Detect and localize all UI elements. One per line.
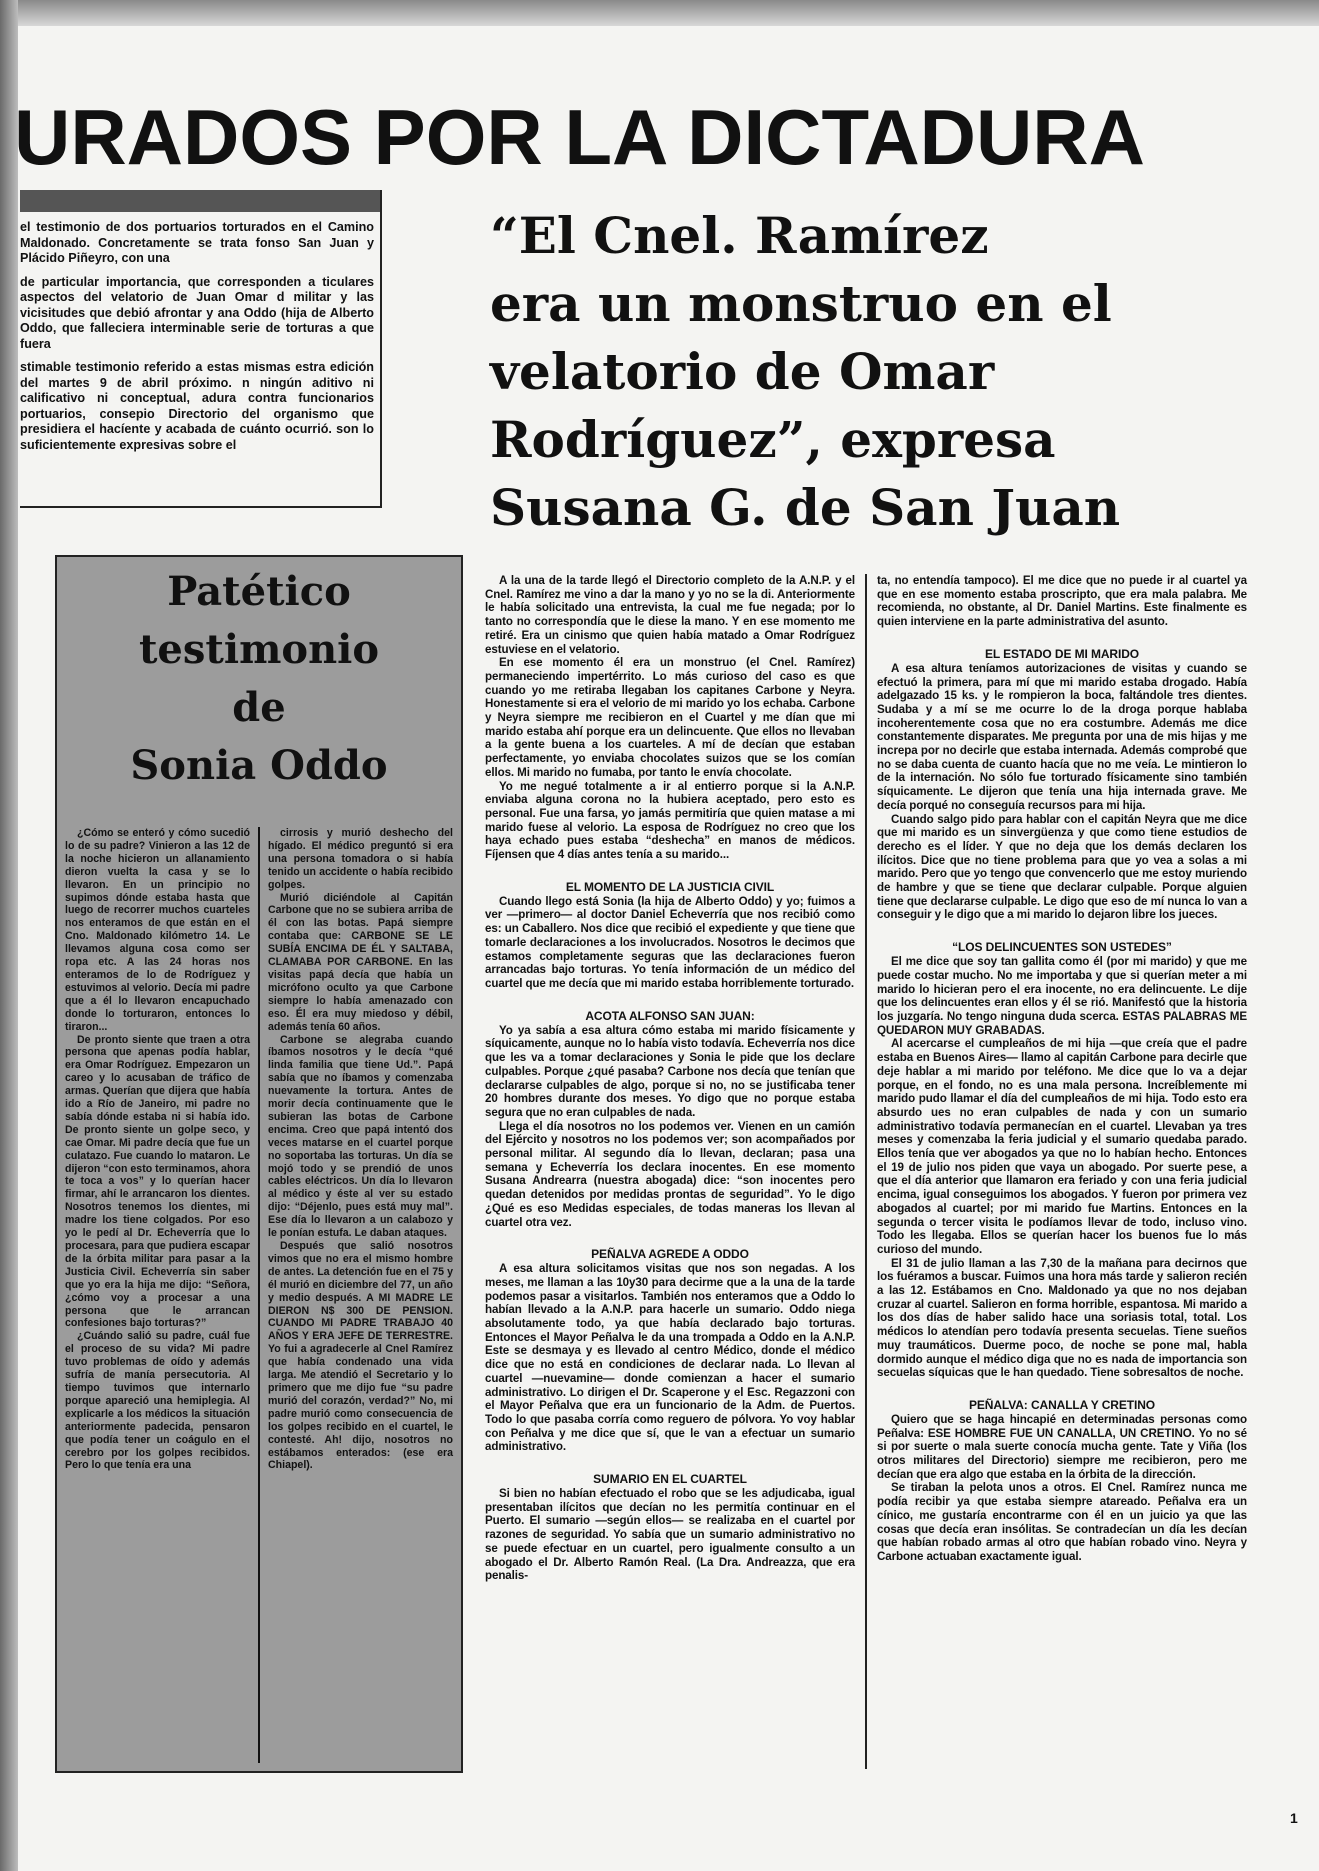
article-paragraph: Se tiraban la pelota unos a otros. El Cnel. Ramírez nunca me podía recibir ya que estaba siempre atareado. Peñalva era un cínico, me gustaría encontrarme con él en un juicio ya que las cosas que decía eran insólitas. Se contradecían un día les decían que habían robado armas al otro que habían robado vino. Neyra y Carbone actuaban exactamente igual. bbox=[877, 1481, 1247, 1563]
sidebar-title-line: Patético bbox=[167, 568, 351, 615]
headline-line: Susana G. de San Juan bbox=[490, 478, 1121, 537]
main-headline bbox=[490, 202, 1250, 542]
section-subheading: ACOTA ALFONSO SAN JUAN: bbox=[585, 1008, 755, 1023]
sidebar-column-1 bbox=[65, 827, 250, 1763]
section-subheading: PEÑALVA: CANALLA Y CRETINO bbox=[968, 1397, 1156, 1412]
scan-left-edge bbox=[0, 0, 18, 1871]
intro-header-bar bbox=[20, 190, 380, 212]
intro-paragraph: el testimonio de dos portuarios torturados en el Camino Maldonado. Concretamente se trata fonso San Juan y Plácido Piñeyro, con una bbox=[20, 220, 374, 265]
section-subheading: SUMARIO EN EL CUARTEL bbox=[593, 1472, 747, 1487]
section-subheading: EL ESTADO DE MI MARIDO bbox=[984, 646, 1140, 661]
article-paragraph: El 31 de julio llaman a las 7,30 de la mañana para decirnos que los fuéramos a buscar. Fuimos una hora más tarde y salieron recién a las 12. Estábamos en Cno. Maldonado ya que no nos dejaban cruzar al cuartel. Salieron en forma horrible, espantosa. Mi marido a los dos días de haber salido hace una soriasis total, total. Los médicos lo atendían pero todavía presenta secuelas. Tiene sueños muy traumáticos. Duerme poco, de noche se pone mal, habla dormido aunque el médico diga que no es nada de importancia son secuelas síquicas que le han quedado. Tiene sobresaltos de noche. bbox=[877, 1256, 1247, 1380]
article-paragraph: Si bien no habían efectuado el robo que se les adjudicaba, igual presentaban ilícitos que decían no les permitía continuar en el Puerto. El sumario —según ellos— se realizaba en el cuartel por razones de seguridad. Yo sabía que un sumario administrativo no se puede efectuar en un cuartel, pero igualmente consulto a un abogado el Dr. Alberto Ramón Real. (La Dra. Andreazza, que era penalis- bbox=[485, 1487, 855, 1583]
scan-top-edge bbox=[0, 0, 1319, 26]
sidebar-title-line: Sonia Oddo bbox=[130, 742, 388, 789]
article-paragraph: En ese momento él era un monstruo (el Cnel. Ramírez) permaneciendo impertérrito. Lo más curioso del caso es que cuando yo me retiraba llegaban los capitanes Carbone y Neyra. Honestamente si era el velorio de mi marido yo los echaba. Carbone y Neyra siempre me recibieron en el Cuartel y me dían que mi marido estaba ahí porque era un delincuente. Que ellos no llevaban a la gente buena a los cuarteles. A mí de decían que estaban perfectamente, yo enviaba chocolates suizos que se los comían ellos. Mi marido no fumaba, por tanto le envía chocolate. bbox=[485, 656, 855, 779]
column-divider bbox=[258, 827, 260, 1763]
article-paragraph: Al acercarse el cumpleaños de mi hija —que creía que el padre estaba en Buenos Aires— llamo al capitán Carbone para decirle que deje hablar a mi marido por teléfono. Me dice que lo va a dejar porque, en el fondo, no es una mala persona. Increíblemente mi marido pudo llamar el día del cumpleaños de mi hija. Todo esto era absurdo ues no eran culpables de nada y con un sumario administrativo todavía permanecían en el cuartel. Llevaban ya tres meses y comenzaba la feria judicial y el sumario quedaba parado. Ellos tenía que ver abogados ya que no lo habían hecho. Entonces el 19 de julio nos piden que vaya un abogado. Por suerte pese, a que el día anterior que llamaron era feriado y con una feria judicial encima, igual conseguimos los abogados. Y fueron por primera vez abogados al cuartel; por mi marido fue Martins. Entonces en la segunda o tercer visita le podíamos llevar de todo, incluso vino. Todo les llegaba. Ellos se querían hacer los buenos fue lo más curioso del mundo. bbox=[877, 1037, 1247, 1256]
intro-paragraph: stimable testimonio referido a estas mismas estra edición del martes 9 de abril próximo. n ningún aditivo ni calificativo ni conceptual, adura contra funcionarios portuarios, consepio Directorio del organismo que presidiera el hacíente y acabada de cuánto ocurrió. son lo suficientemente expresivas sobre el bbox=[20, 360, 374, 452]
section-banner-headline: URADOS POR LA DICTADURA bbox=[14, 93, 1145, 181]
intro-box bbox=[20, 190, 382, 508]
article-paragraph: A esa altura solicitamos visitas que nos son negadas. A los meses, me llaman a las 10y30 para decirme que a la una de la tarde podemos pasar a visitarlos. También nos enteramos que a Oddo lo habían llevado a la A.N.P. para hacerle un sumario. Oddo niega absolutamente todo, ya que había declarado bajo torturas. Entonces el Mayor Peñalva le da una trompada a Oddo en la A.N.P. Este se desmaya y es llevado al centro Médico, donde el médico dice que no está en condiciones de declarar nada. Lo llevan al cuartel —nuevamine— donde comienzan a hacer el sumario administrativo. Lo dirigen el Dr. Scaperone y el Esc. Regazzoni con el Mayor Peñalva que era un funcionario de la Adm. de Puertos. Todo lo que pasaba corría como reguero de pólvora. Yo voy hablar con Peñalva y me dice que sí, que le van a efectuar un sumario administrativo. bbox=[485, 1262, 855, 1454]
article-paragraph: Yo ya sabía a esa altura cómo estaba mi marido físicamente y síquicamente, aunque no lo había visto todavía. Echeverría nos dice que les va a tomar declaraciones y Sonia le pide que los declare culpables. Porque ¿qué pasaba? Carbone nos decía que tenían que declararse culpables de algo, porque si no, no se justificaba tener 20 hombres durante dos meses. Yo digo que no porque estaba segura que no eran culpables de nada. bbox=[485, 1023, 855, 1119]
headline-line: velatorio de Omar bbox=[490, 342, 995, 401]
sidebar-title-line: testimonio bbox=[138, 626, 380, 673]
intro-paragraph: de particular importancia, que corresponden a ticulares aspectos del velatorio de Juan Omar d militar y las vicisitudes que debió afrontar y ana Oddo (hija de Alberto Oddo, que falleciera interminable serie de torturas a que fuera bbox=[20, 274, 374, 351]
section-subheading: EL MOMENTO DE LA JUSTICIA CIVIL bbox=[565, 879, 775, 894]
column-rule bbox=[865, 574, 867, 1769]
page-mark: 1 bbox=[1290, 1810, 1298, 1826]
article-paragraph: Cuando salgo pido para hablar con el capitán Neyra que me dice que mi marido es un sinvergüenza y que como tiene estudios de derecho es el líder. Y que no deja que los demás declaren los ilícitos. Dice que no tiene problema para que yo vea a solas a mi marido. Pero que yo tengo que convencerlo que me estoy muriendo de hambre y que se tiene que declarar culpable. Porque alguien tiene que declararse culpable. Le digo que eso de mí nunca lo van a conseguir y le digo que a mi marido lo dejaron libre los jueces. bbox=[877, 812, 1247, 922]
sidebar-column-2 bbox=[268, 827, 453, 1763]
sidebar-title-line: de bbox=[232, 684, 286, 731]
article-paragraph: Quiero que se haga hincapié en determinadas personas como Peñalva: ESE HOMBRE FUE UN CANALLA, UN CRETINO. Yo no sé si por suerte o mala suerte conocía mucha gente. Tate y Viña (los otros militares del Directorio) siempre me recibieron, pero me decían que era algo que estaba en la órbita de la dirección. bbox=[877, 1412, 1247, 1481]
article-paragraph: Carbone se alegraba cuando íbamos nosotros y le decía “qué linda familia que tiene Ud.”. Papá sabía que no íbamos y comenzaba nuevamente la tortura. Antes de morir decía continuamente que le subieran las botas de Carbone encima. Creo que papá intentó dos veces matarse en el cuartel porque no soportaba las torturas. Un día se mojó todo y se prendió de unos cables eléctricos. Un día lo llevaron al médico y éste al ver su estado dijo: “Déjenlo, pues está muy mal”. Ese día lo llevaron a un calabozo y le ponían estufa. Le daban ataques. bbox=[268, 1033, 453, 1240]
section-subheading: PEÑALVA AGREDE A ODDO bbox=[591, 1247, 749, 1262]
article-paragraph: ¿Cómo se enteró y cómo sucedió lo de su padre? Vinieron a las 12 de la noche hicieron un allanamiento dieron vuelta la casa y se lo llevaron. En un principio no supimos dónde estaba hasta que luego de recorrer muchos cuarteles nos enteramos de que están en el Cno. Maldonado kilómetro 14. Le llevamos alguna cosa como ser ropa etc. A las 24 horas nos enteramos de lo de Rodríguez y estuvimos al velorio. Decía mi padre que a él lo llevaron encapuchado donde lo torturaron, entonces lo tiraron... bbox=[65, 827, 250, 1033]
headline-line: Rodríguez”, expresa bbox=[490, 410, 1056, 469]
article-paragraph: Llega el día nosotros no los podemos ver. Vienen en un camión del Ejército y nosotros no los podemos ver; son acompañados por personal militar. Al segundo día lo llevan, declaran; pasa una semana y Echeverría los declara inocentes. En ese momento Susana Andrearra (nuestra abogada) dice: “son inocentes pero quedan detenidos por medidas prontas de seguridad”. Yo le digo ¿Qué es eso Medidas especiales, de todas maneras los llevan al cuartel otra vez. bbox=[485, 1119, 855, 1229]
article-paragraph: ta, no entendía tampoco). El me dice que no puede ir al cuartel ya que en ese momento estaba proscripto, que era mala palabra. Me recomienda, no obstante, al Dr. Daniel Martins. Este finalmente es quien interviene en la parte administrativa del asunto. bbox=[877, 574, 1247, 629]
article-paragraph: El me dice que soy tan gallita como él (por mi marido) y que me puede costar mucho. No me importaba y que si querían meter a mi marido lo hicieran pero el era inocente, no era delincuente. Le dije que los delincuentes eran ellos y él se rió. Manifestó que la historia los juzgaría. No tengo ninguna duda scerca. ESTAS PALABRAS ME QUEDARON MUY GRABADAS. bbox=[877, 955, 1247, 1037]
article-paragraph: cirrosis y murió deshecho del hígado. El médico preguntó si era una persona tomadora o si había tenido un accidente o había recibido golpes. bbox=[268, 827, 453, 891]
article-column-middle bbox=[485, 574, 855, 1583]
sidebar-title bbox=[57, 563, 461, 795]
article-paragraph: Yo me negué totalmente a ir al entierro porque si la A.N.P. enviaba alguna corona no la hubiera aceptado, pero esto es personal. Fue una farsa, yo jamás permitiría que quien matase a mi marido fuese al velorio. La esposa de Rodríguez no creo que los haya echado pues estaba “deshecha” en manos de médicos. Fíjensen que 4 días antes tenía a su marido... bbox=[485, 779, 855, 862]
sidebar-box-sonia-oddo bbox=[55, 555, 463, 1773]
article-paragraph: ¿Cuándo salió su padre, cuál fue el proceso de su vida? Mi padre tuvo problemas de oído y además sufría de manía persecutoria. Al tiempo tuvimos que internarlo porque apareció una hemiplegia. Al explicarle a los médicos la situación anteriormente padecida, pensaron que podía tener un coágulo en el cerebro por los golpes recibidos. Pero lo que tenía era una bbox=[65, 1330, 250, 1472]
section-subheading: “LOS DELINCUENTES SON USTEDES” bbox=[952, 940, 1172, 955]
article-paragraph: De pronto siente que traen a otra persona que apenas podía hablar, era Omar Rodríguez. Empezaron un careo y lo acusaban de tráfico de armas. Querían que dijera que había ido a Río de Janeiro, mi padre no sabía dónde estaba ni si había ido. De pronto siente un golpe seco, y cae Omar. Mi padre decía que fue un culatazo. Fue cuando lo mataron. Le dijeron “con esto terminamos, ahora te toca a vos” y lo querían hacer firmar, ahí le arrancaron los dientes. Nosotros tenemos los dientes, mi madre los tiene colgados. Por eso yo le pedí al Dr. Echeverría que lo procesara, para que pudiera escapar de la órbita militar para pasar a la Justicia Civil. Echeverría sin saber que yo era la hija me dijo: “Señora, ¿cómo voy a procesar a una persona que le arrancan confesiones bajo torturas?” bbox=[65, 1033, 250, 1330]
article-column-right bbox=[877, 574, 1247, 1564]
article-paragraph: Murió diciéndole al Capitán Carbone que no se subiera arriba de él con las botas. Papá siempre contaba que: CARBONE SE LE SUBÍA ENCIMA DE ÉL Y SALTABA, CLAMABA POR CARBONE. En las visitas papá decía que había un micrófono oculto ya que Carbone siempre lo había amenazado con eso. Él era muy miedoso y débil, además tenía 60 años. bbox=[268, 891, 453, 1033]
article-paragraph: Cuando llego está Sonia (la hija de Alberto Oddo) y yo; fuimos a ver —primero— al doctor Daniel Echeverría que nos recibió como es: un Caballero. Nos dice que recibió el expediente y que tiene que tomarle declaraciones a los involucrados. Nosotros le decimos que estamos completamente seguras que las declaraciones fueron arrancadas bajo torturas. Yo tenía información de un médico del cuartel que me decía que mi marido estaba horriblemente torturado. bbox=[485, 894, 855, 990]
headline-line: “El Cnel. Ramírez bbox=[490, 206, 989, 265]
headline-line: era un monstruo en el bbox=[490, 274, 1112, 333]
article-paragraph: Después que salió nosotros vimos que no era el mismo hombre de antes. La detención fue en el 75 y él murió en diciembre del 77, un año y medio después. A MI MADRE LE DIERON N$ 300 DE PENSION. CUANDO MI PADRE TRABAJO 40 AÑOS Y ERA JEFE DE TERRESTRE. Yo fui a agradecerle al Cnel Ramírez que había condenado una vida larga. Me atendió el Secretario y lo primero que me dijo fue “su padre murió del corazón, verdad?” No, mi padre murió como consecuencia de los golpes recibido en el cuartel, le contesté. Ah! dijo, nosotros no estábamos enterados: (ese era Chiapel). bbox=[268, 1240, 453, 1472]
article-paragraph: A esa altura teníamos autorizaciones de visitas y cuando se efectuó la primera, para mí que mi marido estaba drogado. Había adelgazado 15 ks. y le rompieron la boca, faltándole tres dientes. Sudaba y a mí se me ocurre lo de la droga porque hablaba incoherentemente cosa que no era costumbre. Además me dice constantemente disparates. Me pregunta por una de mis hijas y me increpa por no decirle que estaba internada. Además comprobé que no se daba cuenta de cuanto hacía que no me veía. Le mintieron lo de la internación. No sólo fue torturado físicamente sino también síquicamente. Le dijeron que tenía una hija internada grave. Me decía porqué no conseguía recursos para mi hija. bbox=[877, 661, 1247, 812]
article-paragraph: A la una de la tarde llegó el Directorio completo de la A.N.P. y el Cnel. Ramírez me vino a dar la mano y yo no se la di. Anteriormente le había solicitado una entrevista, la cual me fue negada; por lo tanto no correspondía que le diese la mano. Y en ese momento me retiré. Era un cinismo que quien había matado a Omar Rodríguez estuviese en el velatorio. bbox=[485, 574, 855, 656]
